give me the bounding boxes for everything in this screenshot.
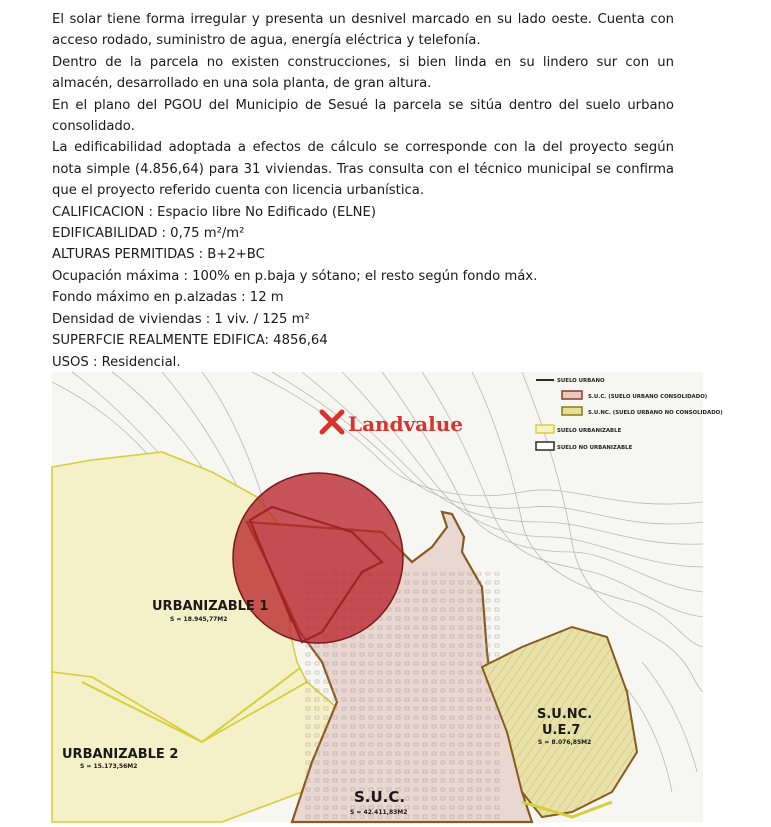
spec-ocupacion: Ocupación máxima : 100% en p.baja y sótano; el resto según fondo máx. [52, 268, 538, 284]
zone-area: S = 8.076,85M2 [538, 739, 592, 746]
zone-label: S.U.NC. [537, 707, 593, 722]
watermark-text: Landvalue [348, 412, 463, 436]
legend-no-urbanizable-symbol [536, 442, 554, 450]
spec-alturas: ALTURAS PERMITIDAS : B+2+BC [52, 247, 265, 263]
spec-fondo: Fondo máximo en p.alzadas : 12 m [52, 290, 284, 306]
zone-sublabel: U.E.7 [542, 723, 581, 738]
legend-suc-symbol [562, 391, 582, 399]
legend-sunc-symbol [562, 407, 582, 415]
zone-label: URBANIZABLE 1 [152, 599, 269, 614]
spec-densidad: Densidad de viviendas : 1 viv. / 125 m² [52, 311, 310, 327]
document-text [52, 9, 674, 373]
legend-label: SUELO URBANO [557, 378, 605, 384]
pgou-zoning-map [52, 372, 723, 822]
paragraph: En el plano del PGOU del Municipio de Sesué la parcela se sitúa dentro del suelo urbano consolidado. [52, 97, 674, 135]
landvalue-x-icon [322, 412, 342, 432]
spec-superficie: SUPERFCIE REALMENTE EDIFICA: 4856,64 [52, 333, 328, 349]
spec-edificabilidad: EDIFICABILIDAD : 0,75 m²/m² [52, 226, 245, 242]
zone-area: S = 42.411,83M2 [350, 809, 408, 816]
paragraph: El solar tiene forma irregular y presenta un desnivel marcado en su lado oeste. Cuenta con acceso rodado, suministro de agua, energía eléctrica y telefonía. [52, 12, 674, 49]
legend-label: SUELO URBANIZABLE [557, 428, 622, 434]
spec-calificacion: CALIFICACION : Espacio libre No Edificado (ELNE) [52, 204, 377, 220]
legend-label: S.U.C. (SUELO URBANO CONSOLIDADO) [588, 394, 708, 400]
legend-label: S.U.NC. (SUELO URBANO NO CONSOLIDADO) [588, 410, 723, 416]
paragraph: Dentro de la parcela no existen construcciones, si bien linda en su lindero sur con un almacén, desarrollado en una sola planta, de gran altura. [52, 54, 674, 92]
legend-label: SUELO NO URBANIZABLE [557, 445, 633, 451]
zone-label: S.U.C. [354, 788, 406, 806]
parcel-location-circle [233, 473, 403, 643]
landvalue-logo [322, 412, 463, 436]
zone-area: S = 18.945,77M2 [170, 616, 228, 623]
zone-label: URBANIZABLE 2 [62, 747, 179, 762]
spec-usos: USOS : Residencial. [52, 354, 181, 370]
paragraph: La edificabilidad adoptada a efectos de cálculo se corresponde con la del proyecto según nota simple (4.856,64) para 31 viviendas. Tras consulta con el técnico municipal se confirma que el proyecto referido cuenta con licencia urbanística. [52, 140, 674, 199]
map-svg [52, 372, 723, 822]
legend-urbanizable-symbol [536, 425, 554, 433]
zone-area: S = 15.173,56M2 [80, 763, 138, 770]
map-legend [536, 378, 723, 451]
